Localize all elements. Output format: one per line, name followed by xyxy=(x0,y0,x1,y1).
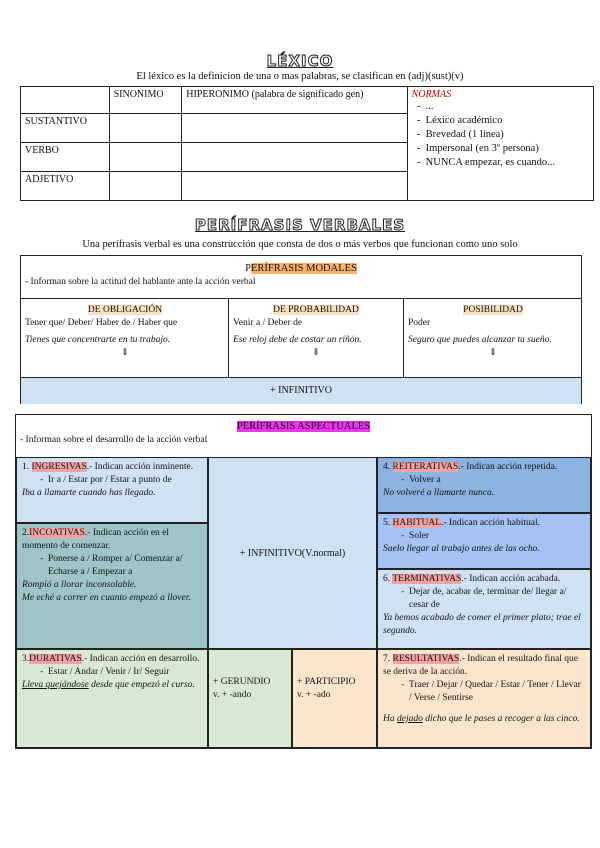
lexico-intro: El léxico es la definicion de una o mas palabras, se clasifican en (adj)(sust)(v) xyxy=(136,71,464,82)
aspectuales-infinitivo: + INFINITIVO(V.normal) xyxy=(208,457,377,649)
ingresivas-box: 1. INGRESIVAS.- Indican acción inminente. - Ir a / Estar por / Estar a punto de Iba a llamarte cuando has llegado. xyxy=(16,457,208,523)
incoativas-box: 2.INCOATIVAS.- Indican acción en el momento de comenzar. - Ponerse a / Romper a/ Comenzar a/ Echarse a / Empezar a Rompió a llorar inconsolable. Me eché a correr en cuanto empezó a llover. xyxy=(16,523,208,649)
lexico-table xyxy=(20,86,594,201)
norma-item: - Brevedad (1 línea) xyxy=(426,128,589,142)
norma-item: - Impersonal (en 3º persona) xyxy=(426,142,589,156)
norma-item: - NUNCA empezar, es cuando... xyxy=(426,156,589,170)
modales-desc: - Informan sobre la actitud del hablante ante la acción verbal xyxy=(25,277,256,287)
aspectuales-title: PERÍFRASIS ASPECTUALES xyxy=(236,421,371,432)
modal-obligacion: DE OBLIGACIÓN Tener que/ Deber/ Haber de / Haber que Tienes que concentrarte en tu trabajo. ⇓ xyxy=(25,305,178,358)
habitual-box: 5. HABITUAL.- Indican acción habitual. - Soler Suelo llegar al trabajo antes de las ocho. xyxy=(377,513,591,569)
normas-cell xyxy=(407,87,593,201)
norma-item: - Léxico académico xyxy=(426,114,589,128)
row-verbo: VERBO xyxy=(21,143,110,172)
gerundio-box: + GERUNDIO v. + -ando xyxy=(208,649,292,748)
normas-title: NORMAS xyxy=(411,89,452,100)
perifrasis-title: PERÍFRASIS VERBALES xyxy=(194,216,406,234)
aspectuales-box xyxy=(15,414,592,749)
resultativas-box: 7. RESULTATIVAS.- Indican el resultado final que se deriva de la acción. - Traer / Dejar / Quedar / Estar / Tener / Llevar / Verse / Sentirse Ha dejado dicho que le pases a recoger a las cinco. xyxy=(377,649,591,748)
participio-box: + PARTICIPIO v. + -ado xyxy=(292,649,377,748)
terminativas-box: 6. TERMINATIVAS.- Indican acción acabada. - Dejar de, acabar de, terminar de/ llegar a/ cesar de Ya hemos acabado de comer el primer plato; trae el segundo. xyxy=(377,569,591,649)
modales-box xyxy=(20,255,582,404)
durativas-box: 3.DURATIVAS.- Indican acción en desarrollo. - Estar / Andar / Venir / Ir/ Seguir Lleva quejándose desde que empezó el curso. xyxy=(16,649,208,748)
aspectuales-desc: - Informan sobre el desarrollo de la acción verbal xyxy=(20,435,208,445)
norma-item: - ... xyxy=(426,100,589,114)
col-hiperonimo: HIPERONIMO (palabra de significado gen) xyxy=(182,87,407,114)
col-sinonimo: SINONIMO xyxy=(109,87,182,114)
lexico-title: LÉXICO xyxy=(266,52,334,70)
modales-infinitivo: + INFINITIVO xyxy=(21,377,581,404)
modal-probabilidad: DE PROBABILIDAD Venir a / Deber de Ese reloj debe de costar un riñón. ⇓ xyxy=(233,305,362,358)
modales-title: PERÍFRASIS MODALES xyxy=(245,263,357,274)
row-adjetivo: ADJETIVO xyxy=(21,172,110,201)
row-sustantivo: SUSTANTIVO xyxy=(21,114,110,143)
modal-posibilidad: POSIBILIDAD Poder Seguro que puedes alcanzar tu sueño. ⇓ xyxy=(408,305,552,358)
perifrasis-intro: Una perífrasis verbal es una construcción que consta de dos o más verbos que funcionan como uno solo xyxy=(82,239,518,250)
reiterativas-box: 4. REITERATIVAS.- Indican acción repetida. - Volver a No volveré a llamarte nunca. xyxy=(377,457,591,513)
